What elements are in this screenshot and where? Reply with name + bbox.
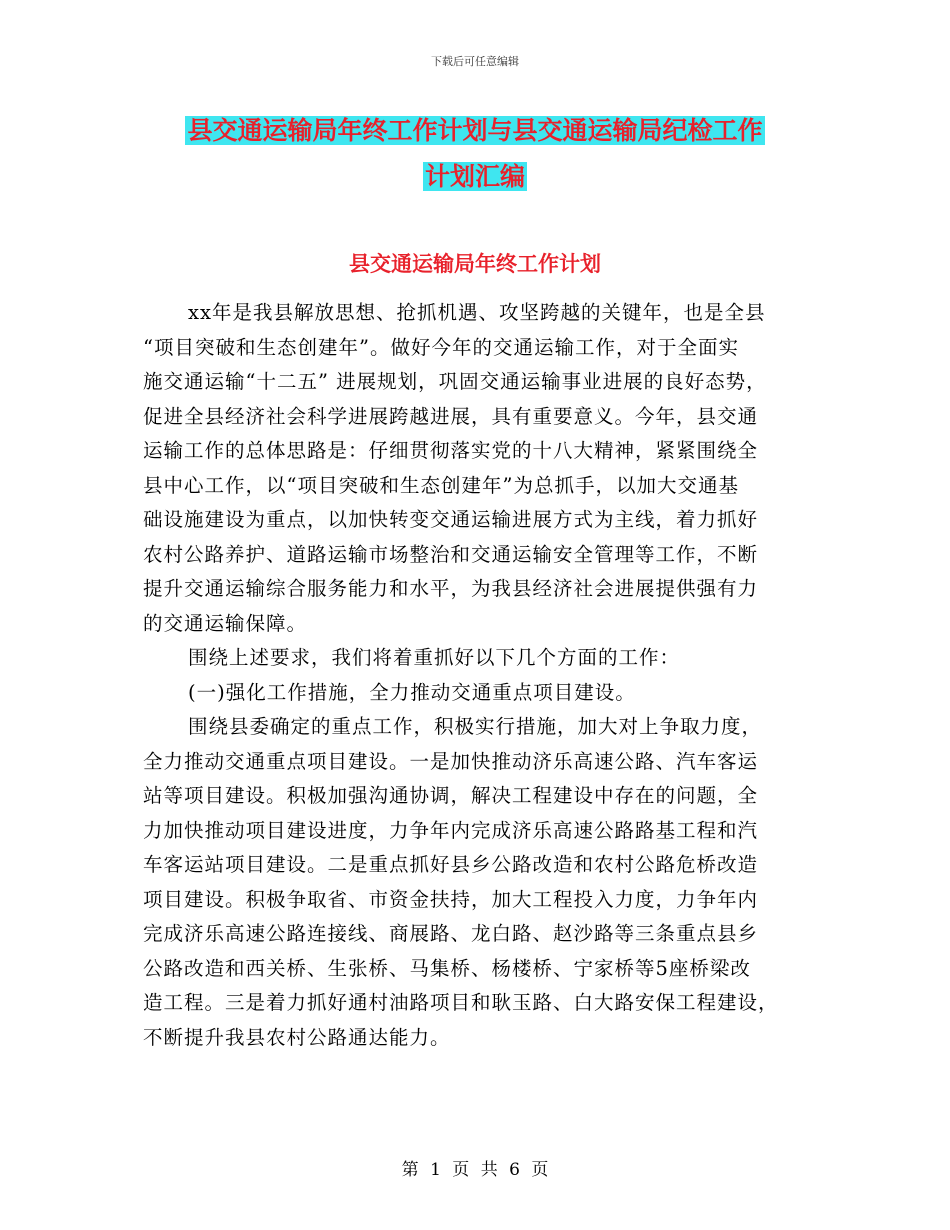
paragraph-line: 公路改造和西关桥、生张桥、马集桥、杨楼桥、宁家桥等5座桥梁改 [143,956,751,980]
paragraph-line: 县中心工作，以“项目突破和生态创建年”为总抓手，以加大交通基 [143,473,739,497]
section-title: 县交通运输局年终工作计划 [349,252,601,276]
paragraph-line: 础设施建设为重点，以加快转变交通运输进展方式为主线，着力抓好 [143,508,759,531]
paragraph-line: xx年是我县解放思想、抢抓机遇、攻坚跨越的关键年，也是全县 [188,301,766,324]
paragraph-line: 造工程。三是着力抓好通村油路项目和耿玉路、白大路安保工程建设， [143,991,779,1014]
paragraph-line: 完成济乐高速公路连接线、商展路、龙白路、赵沙路等三条重点县乡 [143,922,759,945]
paragraph-line: “项目突破和生态创建年”。做好今年的交通运输工作，对于全面实 [143,335,739,359]
paragraph-line: 运输工作的总体思路是：仔细贯彻落实党的十八大精神，紧紧围绕全 [143,439,759,462]
page-footer: 第 1 页 共 6 页 [401,1160,549,1180]
page-header: 下载后可任意编辑 [431,55,519,68]
document-title [0,108,950,200]
paragraph-line: 围绕上述要求，我们将着重抓好以下几个方面的工作： [188,646,681,669]
document-title-line-2-text: 计划汇编 [424,162,525,191]
paragraph-line: 车客运站项目建设。二是重点抓好县乡公路改造和农村公路危桥改造 [143,853,759,876]
paragraph-line: 力加快推动项目建设进度，力争年内完成济乐高速公路路基工程和汽 [143,818,759,842]
document-title-line-2 [0,154,950,200]
paragraph-line: 农村公路养护、道路运输市场整治和交通运输安全管理等工作，不断 [143,542,759,566]
paragraph-line: 全力推动交通重点项目建设。一是加快推动济乐高速公路、汽车客运 [143,749,759,773]
paragraph-line: 围绕县委确定的重点工作，积极实行措施，加大对上争取力度， [188,715,763,738]
paragraph-line: 促进全县经济社会科学进展跨越进展，具有重要意义。今年，县交通 [143,404,759,428]
paragraph-line: 提升交通运输综合服务能力和水平，为我县经济社会进展提供强有力 [143,577,759,600]
paragraph-line: 项目建设。积极争取省、市资金扶持，加大工程投入力度，力争年内 [143,887,759,911]
body-text [143,296,803,1055]
paragraph-line: 不断提升我县农村公路通达能力。 [143,1025,451,1049]
paragraph-line: 站等项目建设。积极加强沟通协调，解决工程建设中存在的问题，全 [143,784,759,807]
document-title-line-1 [0,108,950,154]
subheading-line: (一)强化工作措施，全力推动交通重点项目建设。 [188,680,636,704]
paragraph-line: 施交通运输“十二五” 进展规划，巩固交通运输事业进展的良好态势， [143,370,767,393]
document-title-line-1-text: 县交通运输局年终工作计划与县交通运输局纪检工作 [187,116,763,145]
paragraph-line: 的交通运输保障。 [143,611,308,635]
